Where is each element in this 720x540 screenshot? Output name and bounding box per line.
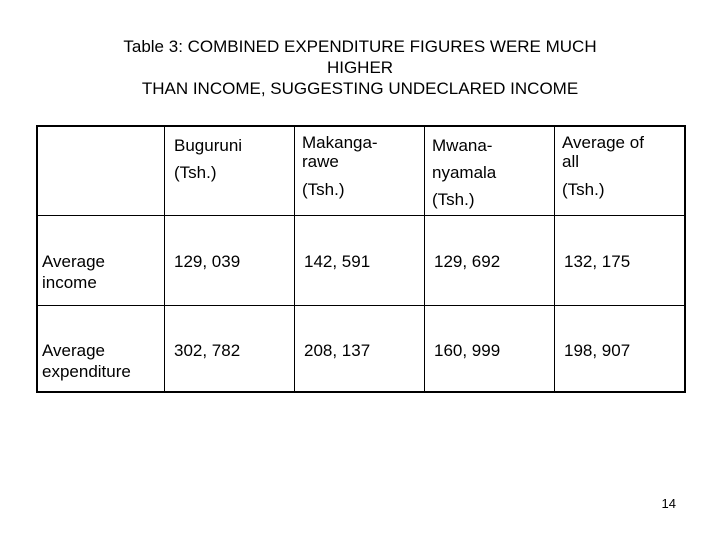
expenditure-table bbox=[36, 125, 686, 393]
row-label-expenditure-line-2: expenditure bbox=[42, 362, 131, 381]
row-label-income-line-2: income bbox=[42, 273, 97, 292]
slide-title-line-1: Table 3: COMBINED EXPENDITURE FIGURES WERE MUCH bbox=[123, 37, 597, 56]
header-buguruni bbox=[174, 135, 242, 183]
header-average-all bbox=[562, 133, 644, 200]
table-cell: 198, 907 bbox=[564, 341, 631, 360]
header-average-all-name-1: Average of bbox=[562, 133, 644, 152]
column-divider bbox=[164, 127, 165, 391]
row-label-income bbox=[42, 251, 105, 293]
row-label-expenditure bbox=[42, 340, 131, 382]
header-makangarawe-name-2: rawe bbox=[302, 152, 339, 171]
slide-title-line-3: THAN INCOME, SUGGESTING UNDECLARED INCOME bbox=[141, 79, 579, 98]
header-average-all-name-2: all bbox=[562, 152, 580, 171]
slide-title bbox=[60, 36, 660, 99]
header-makangarawe bbox=[302, 133, 378, 200]
table-cell: 142, 591 bbox=[304, 252, 371, 271]
header-mwananyamala bbox=[432, 135, 496, 210]
table-cell: 129, 692 bbox=[434, 252, 501, 271]
column-divider bbox=[554, 127, 555, 391]
header-makangarawe-unit: (Tsh.) bbox=[302, 180, 345, 199]
table-cell: 302, 782 bbox=[174, 341, 241, 360]
header-mwananyamala-name-2: nyamala bbox=[432, 163, 497, 182]
page-number: 14 bbox=[661, 496, 676, 511]
header-makangarawe-name-1: Makanga- bbox=[302, 133, 378, 152]
header-buguruni-name: Buguruni bbox=[174, 136, 243, 155]
column-divider bbox=[424, 127, 425, 391]
row-divider bbox=[38, 215, 684, 216]
table-cell: 160, 999 bbox=[434, 341, 501, 360]
table-cell: 132, 175 bbox=[564, 252, 631, 271]
column-divider bbox=[294, 127, 295, 391]
slide-title-line-2: HIGHER bbox=[326, 58, 394, 77]
row-divider bbox=[38, 305, 684, 306]
row-label-income-line-1: Average bbox=[42, 252, 106, 271]
row-label-expenditure-line-1: Average bbox=[42, 341, 106, 360]
table-cell: 208, 137 bbox=[304, 341, 371, 360]
table-cell: 129, 039 bbox=[174, 252, 241, 271]
header-mwananyamala-name-1: Mwana- bbox=[432, 136, 493, 155]
header-mwananyamala-unit: (Tsh.) bbox=[432, 190, 475, 209]
header-average-all-unit: (Tsh.) bbox=[562, 180, 605, 199]
header-buguruni-unit: (Tsh.) bbox=[174, 163, 217, 182]
